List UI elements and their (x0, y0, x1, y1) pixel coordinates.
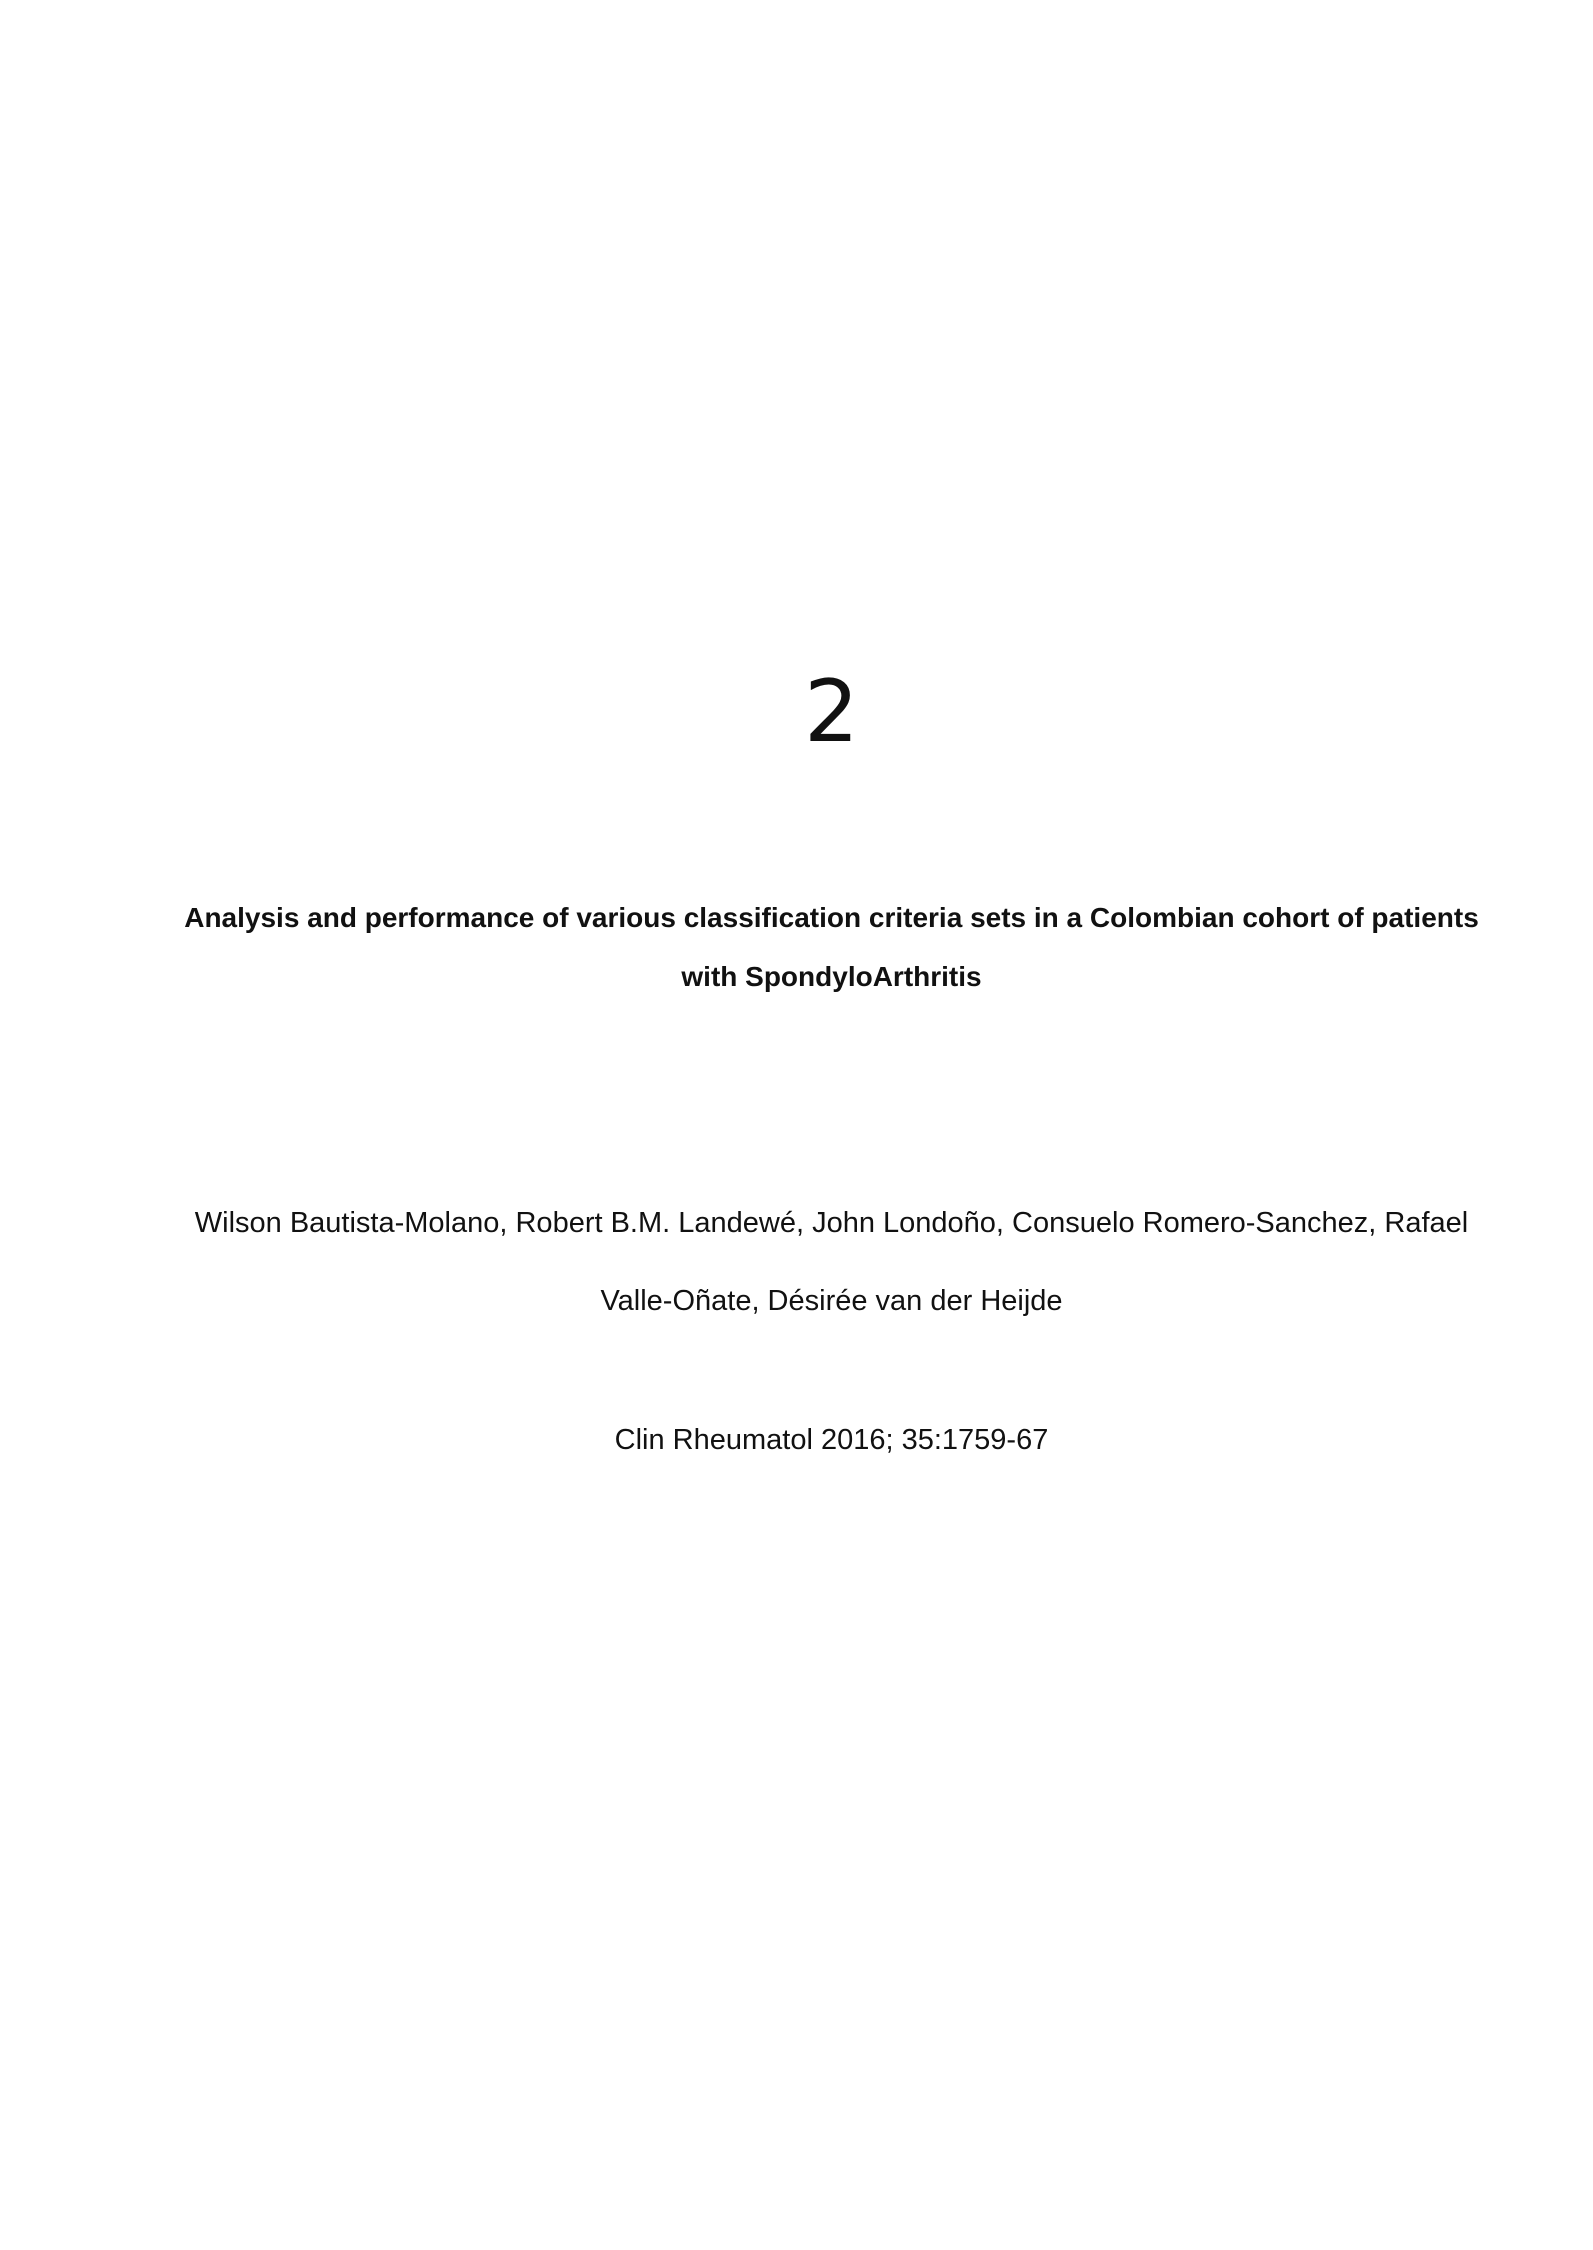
chapter-number: 2 (804, 662, 859, 762)
article-title: Analysis and performance of various classification criteria sets in a Colombian cohort of patients with SpondyloArthritis (184, 902, 1479, 992)
author-list: Wilson Bautista-Molano, Robert B.M. Landewé, John Londoño, Consuelo Romero-Sanchez, Rafael Valle-Oñate, Désirée van der Heijde (194, 1207, 1469, 1317)
journal-citation: Clin Rheumatol 2016; 35:1759-67 (614, 1424, 1049, 1456)
